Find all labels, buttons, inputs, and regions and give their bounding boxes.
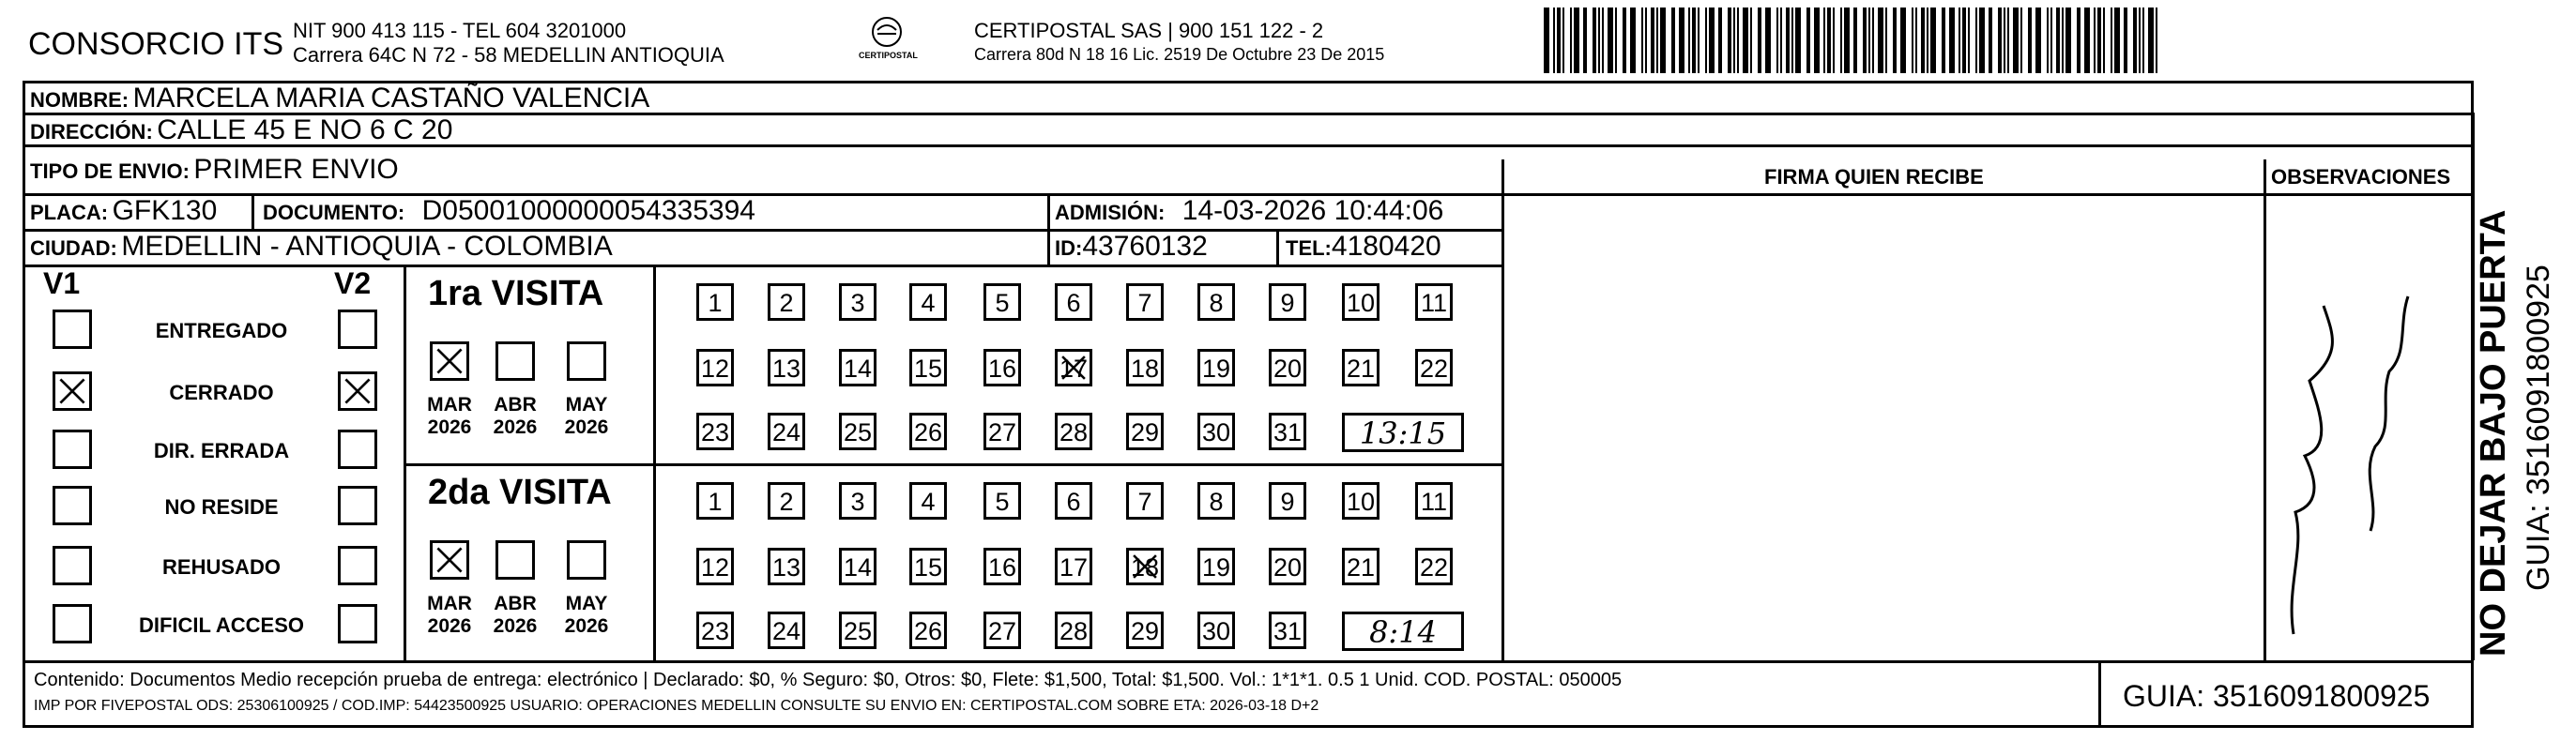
placa-cell — [30, 195, 217, 227]
day-box[interactable]: 21 — [1342, 349, 1379, 386]
barcode-bar — [2013, 8, 2019, 73]
x-mark-icon — [55, 374, 89, 408]
barcode-bar — [1583, 8, 1587, 73]
barcode-bar — [1780, 8, 1782, 73]
barcode-bar — [2077, 8, 2081, 73]
barcode-bar — [2028, 8, 2032, 73]
day-box[interactable]: 14 — [839, 548, 876, 585]
day-box[interactable]: 21 — [1342, 548, 1379, 585]
barcode-bar — [1968, 8, 1970, 73]
status-label: ENTREGADO — [155, 319, 288, 342]
day-box[interactable]: 31 — [1269, 413, 1306, 450]
day-box[interactable]: 1 — [696, 482, 734, 520]
barcode-bar — [1930, 8, 1936, 73]
day-box[interactable]: 22 — [1415, 349, 1453, 386]
day-box[interactable]: 1 — [696, 283, 734, 321]
x-mark-icon — [341, 374, 374, 408]
month-checkbox[interactable] — [495, 540, 535, 580]
barcode-bar — [2062, 8, 2064, 73]
day-box[interactable]: 3 — [839, 283, 876, 321]
placa-value: GFK130 — [112, 195, 218, 226]
month-name: MAY — [565, 593, 608, 614]
v1-checkbox[interactable] — [53, 310, 92, 349]
v2-checkbox[interactable] — [338, 546, 377, 585]
barcode-bar — [2139, 8, 2141, 73]
day-box[interactable]: 3 — [839, 482, 876, 520]
v1-label: V1 — [43, 266, 81, 300]
month-year: 2026 — [493, 416, 538, 438]
month-label — [421, 593, 478, 638]
barcode-bar — [2004, 8, 2005, 73]
barcode-bar — [1949, 8, 1955, 73]
barcode-bar — [1885, 8, 1887, 73]
day-box[interactable]: 22 — [1415, 548, 1453, 585]
barcode-bar — [1765, 8, 1771, 73]
day-box[interactable]: 2 — [768, 482, 805, 520]
status-label: NO RESIDE — [164, 495, 279, 519]
barcode-bar — [2050, 8, 2052, 73]
barcode-bar — [1868, 8, 1870, 73]
day-box[interactable]: 12 — [696, 349, 734, 386]
admision-cell — [1055, 195, 1443, 227]
barcode-bar — [2084, 8, 2090, 73]
barcode-bar — [1651, 8, 1654, 73]
barcode-bar — [2056, 8, 2060, 73]
day-box[interactable]: 7 — [1126, 283, 1164, 321]
barcode-bar — [1853, 8, 1857, 73]
day-box[interactable]: 12 — [696, 548, 734, 585]
day-box[interactable]: 16 — [983, 349, 1021, 386]
v1-checkbox[interactable] — [53, 371, 92, 411]
barcode-bar — [2047, 8, 2049, 73]
admision-label: ADMISIÓN: — [1055, 201, 1166, 224]
barcode-bar — [2097, 8, 2101, 73]
day-box[interactable]: 23 — [696, 612, 734, 649]
no-dejar-notice: NO DEJAR BAJO PUERTA — [2474, 209, 2513, 657]
id-value: 43760132 — [1082, 231, 1208, 262]
month-checkbox[interactable] — [430, 540, 469, 580]
month-year: 2026 — [427, 615, 472, 637]
day-box[interactable]: 25 — [839, 612, 876, 649]
day-box[interactable]: 29 — [1126, 413, 1164, 450]
day-box[interactable]: 4 — [909, 283, 947, 321]
visit-title: 2da VISITA — [428, 473, 612, 512]
barcode-bar — [1942, 8, 1945, 73]
month-label — [487, 593, 543, 638]
month-label — [421, 394, 478, 439]
barcode-bar — [1758, 8, 1761, 73]
day-box[interactable]: 14 — [839, 349, 876, 386]
day-box[interactable]: 16 — [983, 548, 1021, 585]
barcode-bar — [1656, 8, 1658, 73]
barcode-bar — [1776, 8, 1778, 73]
barcode-bar — [1975, 8, 1977, 73]
tel-cell — [1286, 231, 1441, 263]
barcode-bar — [1679, 8, 1684, 73]
month-label — [487, 394, 543, 439]
month-label — [558, 593, 615, 638]
barcode-bar — [1544, 8, 1549, 73]
day-box[interactable]: 2 — [768, 283, 805, 321]
v1-checkbox[interactable] — [53, 430, 92, 469]
day-box[interactable]: 5 — [983, 283, 1021, 321]
observaciones-header: OBSERVACIONES — [2271, 165, 2451, 189]
month-name: ABR — [494, 593, 537, 614]
barcode-bar — [1962, 8, 1966, 73]
barcode-bar — [1705, 8, 1707, 73]
tipo-label: TIPO DE ENVIO: — [30, 159, 190, 183]
v2-checkbox[interactable] — [338, 371, 377, 411]
tipo-value: PRIMER ENVIO — [193, 154, 399, 185]
barcode-bar — [1630, 8, 1636, 73]
day-box[interactable]: 11 — [1415, 482, 1453, 520]
barcode-bar — [2020, 8, 2022, 73]
footer-content: Contenido: Documentos Medio recepción prueba de entrega: electrónico | Declarado: $0, % Seguro: $0, Otros: $0, Flete: $1,500, Total: $1,500. Vol.: 1*1*1. 0.5 1 Unid. COD. POSTAL: 050005 — [34, 670, 1623, 690]
footer-guia: GUIA: 3516091800925 — [2123, 679, 2431, 713]
day-box[interactable]: 9 — [1269, 482, 1306, 520]
barcode-bar — [1645, 8, 1647, 73]
day-box[interactable]: 8 — [1197, 283, 1235, 321]
carrier-address: Carrera 80d N 18 16 Lic. 2519 De Octubre 23 De 2015 — [974, 45, 1385, 64]
v1-checkbox[interactable] — [53, 486, 92, 525]
admision-value: 14-03-2026 10:44:06 — [1181, 195, 1444, 226]
month-name: MAR — [427, 394, 472, 416]
barcode-bar — [1557, 8, 1561, 73]
barcode-bar — [1998, 8, 2002, 73]
day-box[interactable]: 30 — [1197, 612, 1235, 649]
barcode-bar — [1692, 8, 1696, 73]
side-guia: GUIA: 3516091800925 — [2521, 265, 2556, 591]
day-box[interactable]: 18 — [1126, 548, 1164, 585]
barcode-bar — [1553, 8, 1555, 73]
barcode-bar — [1872, 8, 1874, 73]
tel-label: TEL: — [1286, 236, 1332, 260]
day-box[interactable]: 26 — [909, 612, 947, 649]
barcode-bar — [1979, 8, 1985, 73]
month-checkbox[interactable] — [567, 540, 606, 580]
day-box[interactable]: 15 — [909, 349, 947, 386]
id-label: ID: — [1055, 236, 1083, 260]
direccion-row — [30, 114, 452, 146]
nombre-value: MARCELA MARIA CASTAÑO VALENCIA — [132, 83, 650, 113]
x-mark-icon — [1129, 551, 1161, 582]
barcode-bar — [1688, 8, 1690, 73]
barcode-bar — [1878, 8, 1883, 73]
status-label: CERRADO — [169, 381, 274, 404]
barcode-bar — [2156, 8, 2157, 73]
month-checkbox[interactable] — [567, 341, 606, 381]
day-box[interactable]: 26 — [909, 413, 947, 450]
ciudad-value: MEDELLIN - ANTIOQUIA - COLOMBIA — [121, 231, 613, 262]
barcode-bar — [2133, 8, 2137, 73]
barcode-bar — [1827, 8, 1831, 73]
day-box[interactable]: 28 — [1055, 612, 1092, 649]
v1-checkbox[interactable] — [53, 604, 92, 643]
nombre-label: NOMBRE: — [30, 88, 130, 112]
barcode-bar — [1806, 8, 1810, 73]
barcode-bar — [2142, 8, 2144, 73]
day-box[interactable]: 18 — [1126, 349, 1164, 386]
documento-value: D05001000000054335394 — [421, 195, 755, 226]
status-label: REHUSADO — [162, 555, 281, 579]
day-box[interactable]: 29 — [1126, 612, 1164, 649]
barcode-bar — [1570, 8, 1572, 73]
barcode-bar — [1608, 8, 1613, 73]
barcode-bar — [1602, 8, 1604, 73]
v2-checkbox[interactable] — [338, 310, 377, 349]
tipo-row — [30, 154, 399, 186]
day-box[interactable]: 25 — [839, 413, 876, 450]
day-box[interactable]: 8 — [1197, 482, 1235, 520]
logo-text: CERTIPOSTAL — [859, 51, 918, 60]
barcode-bar — [1900, 8, 1906, 73]
barcode-bar — [1593, 8, 1596, 73]
barcode-bar — [1671, 8, 1675, 73]
firma-header: FIRMA QUIEN RECIBE — [1764, 165, 1984, 189]
handwritten-time-box: 8:14 — [1342, 612, 1464, 651]
barcode-bar — [2094, 8, 2096, 73]
barcode — [1544, 8, 2163, 73]
barcode-bar — [1728, 8, 1731, 73]
barcode-bar — [1823, 8, 1825, 73]
barcode-bar — [1844, 8, 1850, 73]
barcode-bar — [1574, 8, 1579, 73]
barcode-bar — [1863, 8, 1867, 73]
barcode-bar — [1791, 8, 1793, 73]
barcode-bar — [2065, 8, 2071, 73]
barcode-bar — [1927, 8, 1928, 73]
barcode-bar — [1893, 8, 1897, 73]
day-box[interactable]: 6 — [1055, 283, 1092, 321]
barcode-bar — [2148, 8, 2154, 73]
barcode-bar — [2111, 8, 2112, 73]
footer-imp: IMP POR FIVEPOSTAL ODS: 25306100925 / COD.IMP: 54423500925 USUARIO: OPERACIONES MEDELLIN CONSULTE SU ENVIO EN: CERTIPOSTAL.COM SOBRE ETA: 2026-03-18 D+2 — [34, 698, 1319, 714]
company-address: Carrera 64C N 72 - 58 MEDELLIN ANTIOQUIA — [293, 43, 724, 67]
v1-checkbox[interactable] — [53, 546, 92, 585]
barcode-bar — [1743, 8, 1748, 73]
day-box[interactable]: 13 — [768, 548, 805, 585]
day-box[interactable]: 24 — [768, 413, 805, 450]
day-box[interactable]: 17 — [1055, 548, 1092, 585]
direccion-label: DIRECCIÓN: — [30, 120, 153, 144]
day-box[interactable]: 30 — [1197, 413, 1235, 450]
day-box[interactable]: 20 — [1269, 349, 1306, 386]
v2-checkbox[interactable] — [338, 604, 377, 643]
placa-label: PLACA: — [30, 201, 109, 224]
day-box[interactable]: 13 — [768, 349, 805, 386]
carrier-name: CERTIPOSTAL SAS | 900 151 122 - 2 — [974, 19, 1324, 42]
barcode-bar — [1737, 8, 1739, 73]
month-checkbox[interactable] — [430, 341, 469, 381]
barcode-bar — [1840, 8, 1842, 73]
day-box[interactable]: 23 — [696, 413, 734, 450]
v2-label: V2 — [334, 266, 372, 300]
barcode-bar — [1562, 8, 1564, 73]
barcode-bar — [1733, 8, 1735, 73]
barcode-bar — [2007, 8, 2009, 73]
barcode-bar — [2103, 8, 2105, 73]
handwritten-time-box: 13:15 — [1342, 413, 1464, 452]
id-cell — [1055, 231, 1208, 263]
month-name: MAY — [565, 394, 608, 416]
ciudad-label: CIUDAD: — [30, 236, 117, 260]
documento-label: DOCUMENTO: — [263, 201, 405, 224]
day-box[interactable]: 27 — [983, 612, 1021, 649]
day-box[interactable]: 17 — [1055, 349, 1092, 386]
signature-area — [1505, 193, 2262, 658]
month-year: 2026 — [564, 416, 609, 438]
day-box[interactable]: 24 — [768, 612, 805, 649]
certipostal-logo — [849, 13, 924, 66]
day-box[interactable]: 7 — [1126, 482, 1164, 520]
x-mark-icon — [433, 543, 466, 577]
barcode-bar — [1623, 8, 1626, 73]
day-box[interactable]: 6 — [1055, 482, 1092, 520]
day-box[interactable]: 15 — [909, 548, 947, 585]
month-name: ABR — [494, 394, 537, 416]
month-name: MAR — [427, 593, 472, 614]
barcode-bar — [2035, 8, 2041, 73]
day-box[interactable]: 10 — [1342, 482, 1379, 520]
barcode-bar — [1615, 8, 1617, 73]
x-mark-icon — [433, 344, 466, 378]
visit-title: 1ra VISITA — [428, 274, 604, 313]
barcode-bar — [1959, 8, 1960, 73]
day-box[interactable]: 10 — [1342, 283, 1379, 321]
company-nit: NIT 900 413 115 - TEL 604 3201000 — [293, 19, 627, 42]
month-year: 2026 — [427, 416, 472, 438]
day-box[interactable]: 28 — [1055, 413, 1092, 450]
month-checkbox[interactable] — [495, 341, 535, 381]
direccion-value: CALLE 45 E NO 6 C 20 — [157, 114, 453, 145]
nombre-row — [30, 83, 649, 114]
month-year: 2026 — [493, 615, 538, 637]
day-box[interactable]: 20 — [1269, 548, 1306, 585]
month-year: 2026 — [564, 615, 609, 637]
day-box[interactable]: 19 — [1197, 349, 1235, 386]
status-label: DIFICIL ACCESO — [138, 613, 304, 637]
x-mark-icon — [1058, 352, 1090, 384]
tel-value: 4180420 — [1331, 231, 1441, 262]
observations-handwriting — [2267, 193, 2470, 658]
day-box[interactable]: 19 — [1197, 548, 1235, 585]
day-box[interactable]: 9 — [1269, 283, 1306, 321]
barcode-bar — [1921, 8, 1925, 73]
month-label — [558, 394, 615, 439]
day-box[interactable]: 11 — [1415, 283, 1453, 321]
barcode-bar — [1989, 8, 1992, 73]
barcode-bar — [1814, 8, 1820, 73]
barcode-bar — [2114, 8, 2120, 73]
barcode-bar — [1750, 8, 1752, 73]
barcode-bar — [1912, 8, 1913, 73]
company-name: CONSORCIO ITS — [28, 26, 284, 62]
barcode-bar — [1641, 8, 1643, 73]
v2-checkbox[interactable] — [338, 430, 377, 469]
ciudad-cell — [30, 231, 613, 263]
barcode-bar — [1786, 8, 1790, 73]
day-box[interactable]: 4 — [909, 482, 947, 520]
barcode-bar — [1718, 8, 1722, 73]
barcode-bar — [1598, 8, 1600, 73]
day-box[interactable]: 31 — [1269, 612, 1306, 649]
documento-cell — [263, 195, 755, 227]
v2-checkbox[interactable] — [338, 486, 377, 525]
day-box[interactable]: 27 — [983, 413, 1021, 450]
barcode-bar — [2124, 8, 2127, 73]
barcode-bar — [1660, 8, 1666, 73]
barcode-bar — [1709, 8, 1715, 73]
barcode-bar — [1833, 8, 1835, 73]
barcode-bar — [1698, 8, 1700, 73]
status-label: DIR. ERRADA — [153, 439, 290, 462]
day-box[interactable]: 5 — [983, 482, 1021, 520]
barcode-bar — [1795, 8, 1801, 73]
barcode-bar — [1915, 8, 1917, 73]
